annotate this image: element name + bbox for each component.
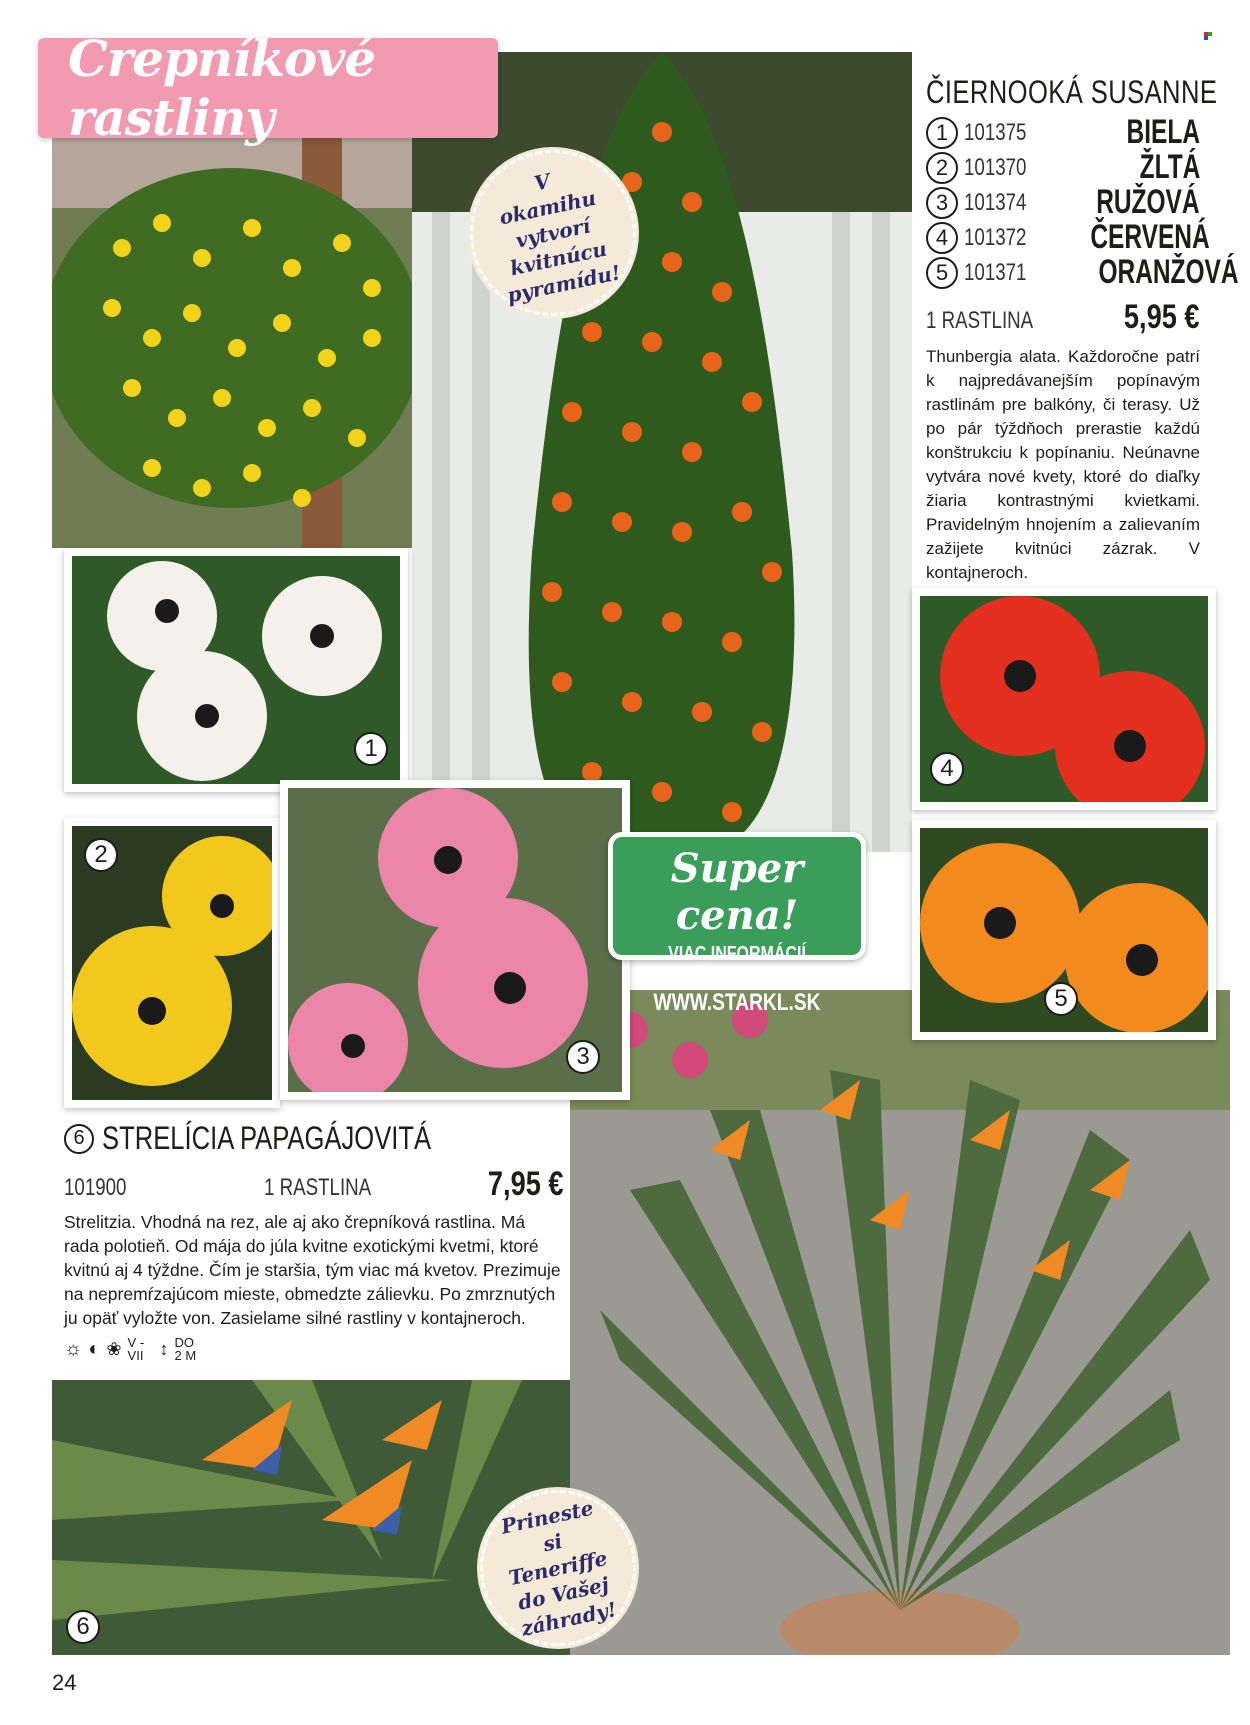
thunbergia-unit: 1 RASTLINA <box>926 307 1034 334</box>
strelitzia-pot-photo <box>570 990 1230 1655</box>
flower-photo-2-yellow <box>64 818 280 1108</box>
variant-code: 101375 <box>964 118 1027 146</box>
thunbergia-description: Thunbergia alata. Každoročne patrí k najpredávanejším popínavým rastlinám pre balkóny, či terasy. Už po pár týždňoch prerastie každú konštrukciu k popínaniu. Neúnavne vytvára nové kvety, ktoré do diaľky žiaria kontrastnými kvietkami. Pravidelným hnojením a zalievaním zažijete kvitnúci zázrak. V kontajneroch. <box>926 347 1200 582</box>
flower-photo-3-pink <box>280 780 630 1100</box>
variant-number: 3 <box>926 187 958 219</box>
variant-row <box>926 150 1200 185</box>
page-title-banner <box>38 29 498 147</box>
strelicia-name: STRELÍCIA PAPAGÁJOVITÁ <box>102 1120 432 1156</box>
variant-number: 1 <box>926 117 958 149</box>
flower-number-2: 2 <box>84 838 118 872</box>
variant-number: 5 <box>926 257 958 289</box>
variant-row <box>926 185 1200 220</box>
strelicia-meta <box>64 1165 564 1204</box>
variant-color: ŽLTÁ <box>1139 148 1200 186</box>
thunbergia-info-box <box>912 66 1239 582</box>
variant-color: RUŽOVÁ <box>1096 183 1200 221</box>
super-cena-box[interactable] <box>608 832 866 1016</box>
climbing-pyramid-photo <box>412 52 912 852</box>
thunbergia-price: 5,95 € <box>1124 298 1200 336</box>
flower-photo-4-red <box>912 588 1216 810</box>
flower-number-4: 4 <box>930 752 964 786</box>
page-title: Črepníkové rastliny <box>68 29 376 147</box>
brand-mark-icon <box>1204 32 1212 40</box>
pyramid-badge-text: V okamihu vytvorí kvitnúcu pyramídu! <box>497 168 623 308</box>
super-cena-url[interactable]: WWW.STARKL.SK <box>653 989 821 1016</box>
sun-icon: ☼ <box>64 1337 83 1360</box>
strelicia-description: Strelitzia. Vhodná na rez, ale aj ako črepníková rastlina. Má rada polotieň. Od mája do júla kvitne exotickými kvetmi, ktoré kvitnú aj 4 týždne. Čím je staršia, tým viac má kvetov. Prezimuje na nepremŕzajúcom mieste, obmedzte zálievku. Po zmrznutých ju opäť vyložte von. Zasielame silné rastliny v kontajneroch. <box>64 1212 561 1328</box>
variant-code: 101370 <box>964 153 1027 181</box>
variant-row <box>926 115 1200 150</box>
flower-number-6: 6 <box>66 1610 100 1644</box>
variant-row <box>926 218 1210 256</box>
strelicia-bloom: V - VII <box>127 1335 145 1363</box>
strelicia-info-block <box>64 1120 564 1363</box>
flower-icon: ❀ <box>106 1338 122 1359</box>
strelicia-height: DO 2 M <box>174 1335 197 1363</box>
flower-number-3: 3 <box>566 1040 600 1074</box>
super-cena-title: Super cena! <box>670 845 804 939</box>
variant-list <box>926 113 1239 291</box>
height-icon: ↕ <box>159 1338 169 1359</box>
strelicia-price: 7,95 € <box>488 1165 564 1203</box>
flower-photo-5-orange <box>912 820 1216 1040</box>
variant-code: 101372 <box>964 223 1027 251</box>
strelicia-care-icons <box>64 1336 564 1362</box>
hanging-basket-photo <box>52 128 412 548</box>
super-cena-line: VIAC INFORMÁCIÍ NÁJDETE NA <box>668 943 806 988</box>
variant-color: ČERVENÁ <box>1090 218 1210 256</box>
flower-number-5: 5 <box>1044 982 1078 1016</box>
strelicia-code: 101900 <box>64 1174 127 1201</box>
teneriffe-badge-text: Prineste si Teneriffe do Vašej záhrady! <box>498 1495 619 1641</box>
strelicia-unit: 1 RASTLINA <box>264 1174 372 1201</box>
variant-code: 101374 <box>964 188 1027 216</box>
flower-photo-1-white <box>64 548 408 792</box>
page-number: 24 <box>52 1670 77 1695</box>
variant-color: ORANŽOVÁ <box>1098 253 1239 291</box>
variant-number: 2 <box>926 152 958 184</box>
strelicia-number: 6 <box>64 1124 94 1154</box>
half-shade-icon: ◐ <box>88 1337 101 1360</box>
variant-number: 4 <box>926 222 958 254</box>
thunbergia-price-row <box>926 298 1200 337</box>
flower-number-1: 1 <box>354 732 388 766</box>
strelicia-heading <box>64 1120 564 1157</box>
variant-code: 101371 <box>964 258 1027 286</box>
variant-row <box>926 253 1239 291</box>
variant-color: BIELA <box>1126 113 1200 151</box>
thunbergia-name: ČIERNOOKÁ SUSANNE <box>926 74 1218 110</box>
